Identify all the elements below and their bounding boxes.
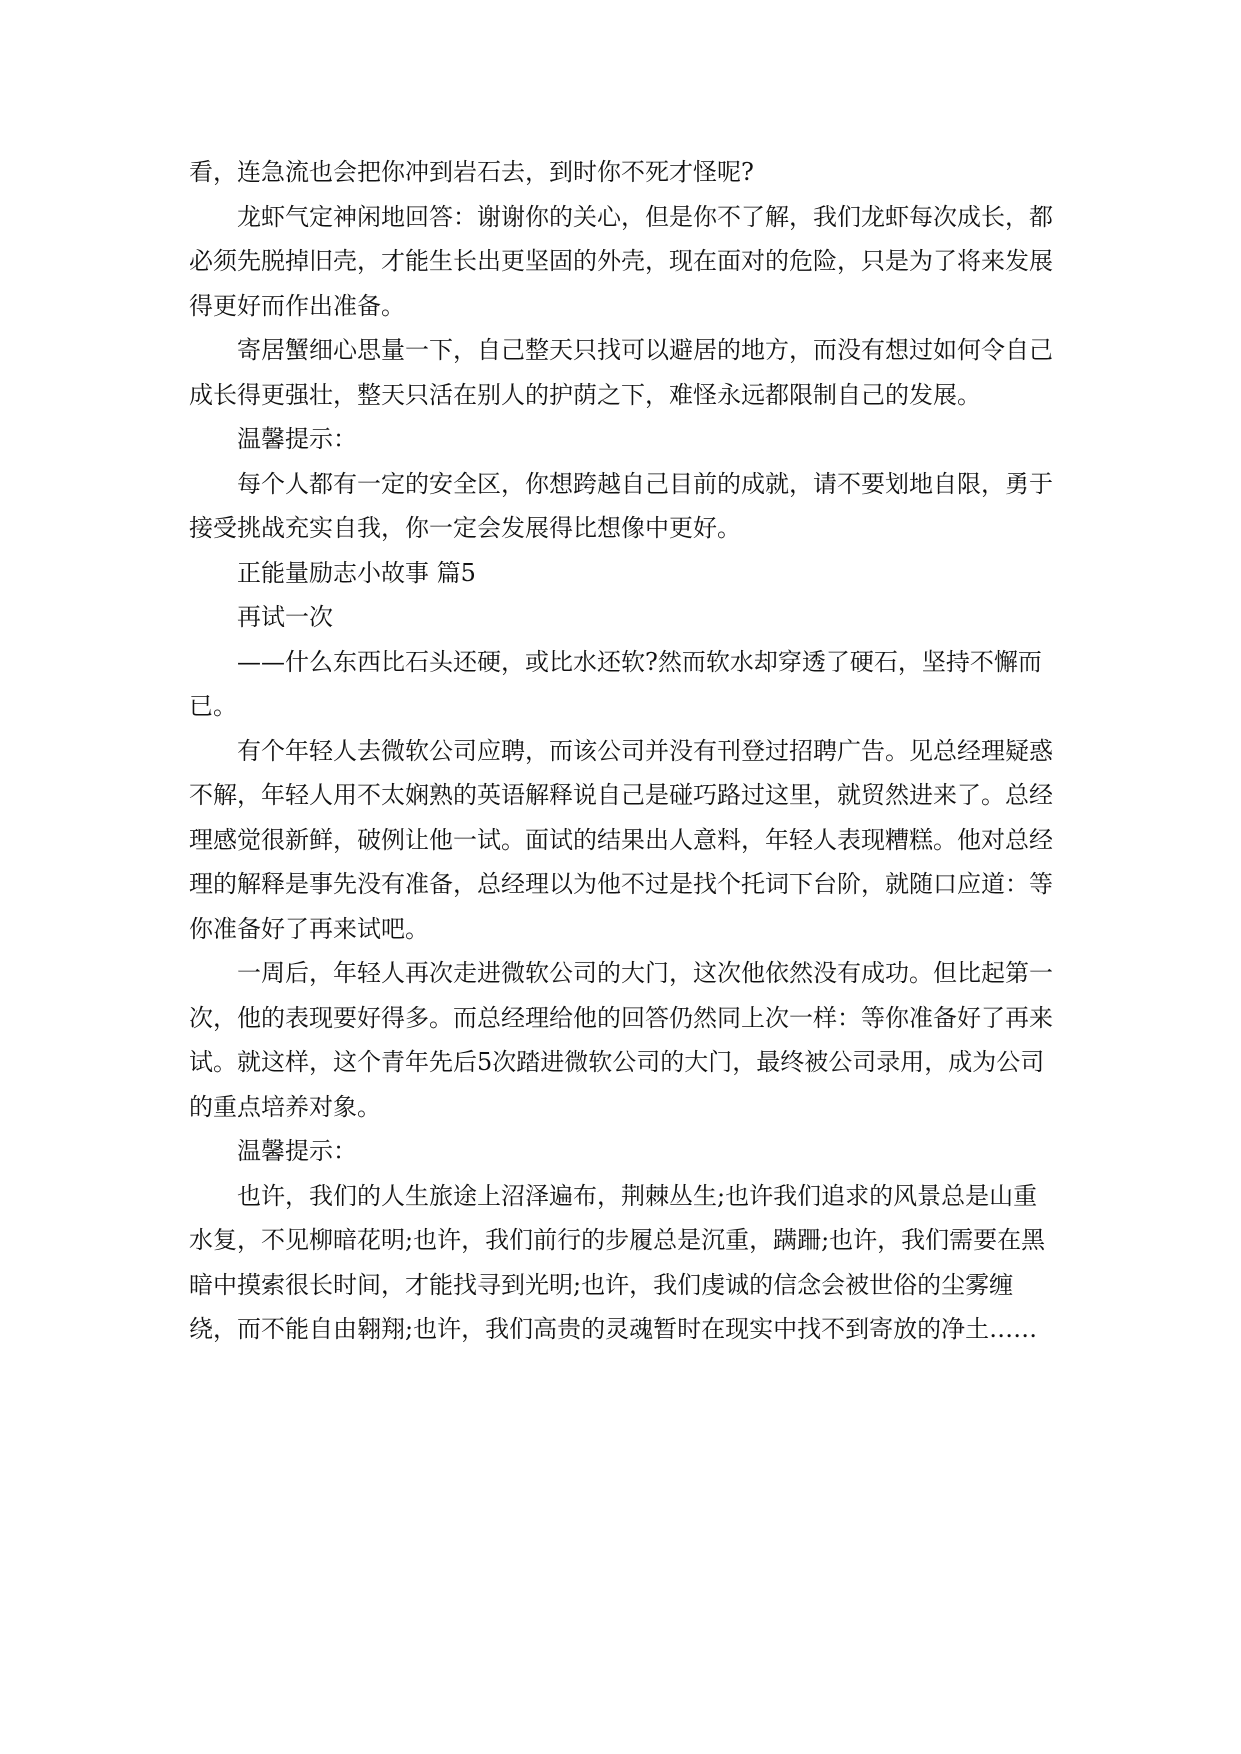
- paragraph-retry: 一周后，年轻人再次走进微软公司的大门，这次他依然没有成功。但比起第一次，他的表现要好得多。而总经理给他的回答仍然同上次一样：等你准备好了再来试。就这样，这个青年先后5次踏进微软公司的大门，最终被公司录用，成为公司的重点培养对象。: [189, 959, 1053, 1121]
- document-body: [189, 150, 1059, 1352]
- story-subtitle: 再试一次: [237, 603, 333, 631]
- tip-label: 温馨提示：: [237, 1137, 357, 1165]
- paragraph-quote: ——什么东西比石头还硬，或比水还软?然而软水却穿透了硬石，坚持不懈而已。: [189, 647, 1042, 720]
- paragraph-hermit-crab: 寄居蟹细心思量一下，自己整天只找可以避居的地方，而没有想过如何令自己成长得更强壮，整天只活在别人的护荫之下，难怪永远都限制自己的发展。: [189, 336, 1053, 409]
- story-title: 正能量励志小故事 篇5: [237, 558, 476, 587]
- paragraph-perhaps: 也许，我们的人生旅途上沼泽遍布，荆棘丛生;也许我们追求的风景总是山重水复，不见柳暗花明;也许，我们前行的步履总是沉重，蹒跚;也许，我们需要在黑暗中摸索很长时间，才能找寻到光明;也许，我们虔诚的信念会被世俗的尘雾缠绕，而不能自由翱翔;也许，我们高贵的灵魂暂时在现实中找不到寄放的净土……: [189, 1181, 1046, 1343]
- paragraph-lobster-answer: 龙虾气定神闲地回答：谢谢你的关心，但是你不了解，我们龙虾每次成长，都必须先脱掉旧壳，才能生长出更坚固的外壳，现在面对的危险，只是为了将来发展得更好而作出准备。: [189, 202, 1053, 320]
- tip-label: 温馨提示：: [237, 425, 357, 453]
- paragraph-safe-zone: 每个人都有一定的安全区，你想跨越自己目前的成就，请不要划地自限，勇于接受挑战充实自我，你一定会发展得比想像中更好。: [189, 469, 1053, 542]
- paragraph-continuation: 看，连急流也会把你冲到岩石去，到时你不死才怪呢?: [189, 158, 754, 186]
- paragraph-interview: 有个年轻人去微软公司应聘，而该公司并没有刊登过招聘广告。见总经理疑惑不解，年轻人用不太娴熟的英语解释说自己是碰巧路过这里，就贸然进来了。总经理感觉很新鲜，破例让他一试。面试的结果出人意料，年轻人表现糟糕。他对总经理的解释是事先没有准备，总经理以为他不过是找个托词下台阶，就随口应道：等你准备好了再来试吧。: [189, 736, 1053, 943]
